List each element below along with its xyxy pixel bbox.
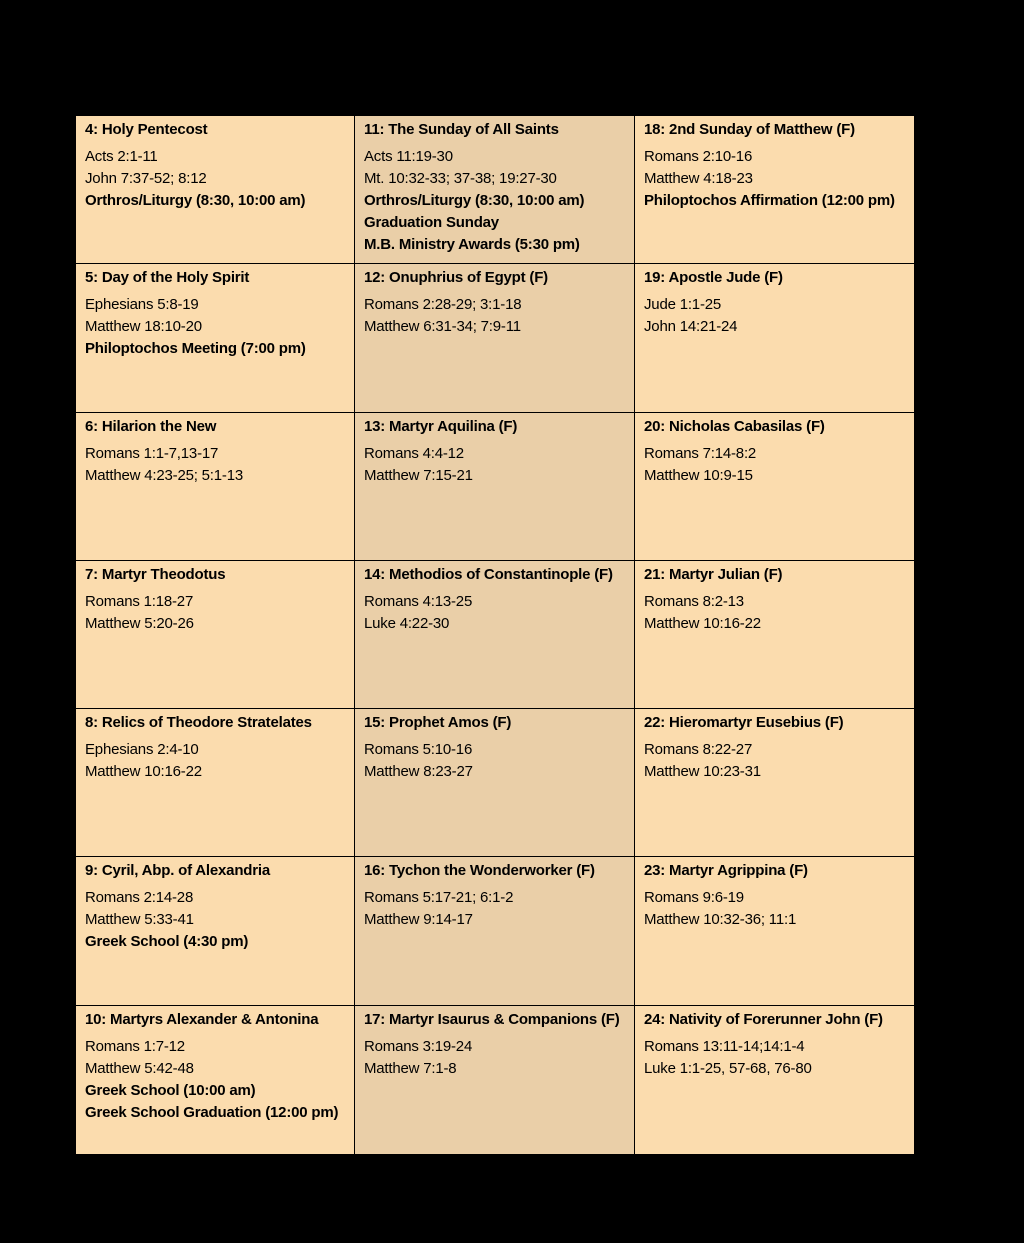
calendar-cell bbox=[355, 709, 635, 857]
cell-title: 18: 2nd Sunday of Matthew (F) bbox=[644, 121, 855, 138]
reading-line: Matthew 4:18-23 bbox=[644, 170, 753, 187]
calendar-cell bbox=[76, 413, 355, 561]
reading-line: Romans 1:7-12 bbox=[85, 1037, 185, 1055]
event-line: Philoptochos Meeting (7:00 pm) bbox=[85, 340, 306, 358]
event-line: Graduation Sunday bbox=[364, 214, 499, 231]
reading-line: Romans 4:4-12 bbox=[364, 444, 464, 462]
reading-line: Mt. 10:32-33; 37-38; 19:27-30 bbox=[364, 170, 557, 187]
cell-title: 9: Cyril, Abp. of Alexandria bbox=[85, 862, 270, 880]
event-line: Greek School (10:00 am) bbox=[85, 1081, 256, 1099]
reading-line: Acts 11:19-30 bbox=[364, 148, 453, 165]
event-line: Greek School Graduation (12:00 pm) bbox=[85, 1103, 339, 1121]
calendar-cell bbox=[355, 116, 635, 264]
reading-line: Ephesians 2:4-10 bbox=[85, 741, 199, 759]
calendar-cell bbox=[635, 116, 914, 264]
reading-line: Matthew 7:1-8 bbox=[364, 1059, 457, 1077]
calendar-cell bbox=[355, 1006, 635, 1154]
cell-title: 23: Martyr Agrippina (F) bbox=[644, 862, 808, 880]
cell-title: 11: The Sunday of All Saints bbox=[364, 121, 559, 138]
reading-line: Romans 3:19-24 bbox=[364, 1037, 473, 1055]
reading-line: Romans 2:28-29; 3:1-18 bbox=[364, 296, 522, 314]
event-line: M.B. Ministry Awards (5:30 pm) bbox=[364, 236, 580, 253]
reading-line: Romans 1:1-7,13-17 bbox=[85, 444, 219, 462]
cell-title: 7: Martyr Theodotus bbox=[85, 565, 226, 583]
reading-line: Romans 2:14-28 bbox=[85, 889, 194, 907]
cell-title: 17: Martyr Isaurus & Companions (F) bbox=[364, 1010, 620, 1028]
reading-line: Romans 4:13-25 bbox=[364, 592, 473, 610]
reading-line: Jude 1:1-25 bbox=[644, 296, 722, 314]
cell-title: 4: Holy Pentecost bbox=[85, 121, 208, 138]
reading-line: Matthew 10:32-36; 11:1 bbox=[644, 911, 797, 929]
reading-line: Luke 4:22-30 bbox=[364, 614, 450, 632]
cell-title: 16: Tychon the Wonderworker (F) bbox=[364, 862, 595, 880]
reading-line: Luke 1:1-25, 57-68, 76-80 bbox=[644, 1059, 812, 1077]
calendar-cell bbox=[355, 264, 635, 412]
reading-line: Matthew 10:23-31 bbox=[644, 763, 761, 781]
calendar-cell bbox=[635, 264, 914, 412]
cell-title: 14: Methodios of Constantinople (F) bbox=[364, 565, 613, 583]
reading-line: Matthew 5:20-26 bbox=[85, 614, 194, 632]
cell-title: 13: Martyr Aquilina (F) bbox=[364, 417, 518, 435]
cell-title: 24: Nativity of Forerunner John (F) bbox=[644, 1010, 883, 1028]
reading-line: Romans 2:10-16 bbox=[644, 148, 753, 165]
event-line: Philoptochos Affirmation (12:00 pm) bbox=[644, 192, 895, 209]
reading-line: Matthew 7:15-21 bbox=[364, 466, 473, 484]
reading-line: Matthew 18:10-20 bbox=[85, 318, 202, 336]
reading-line: Matthew 10:16-22 bbox=[85, 763, 202, 781]
reading-line: Romans 1:18-27 bbox=[85, 592, 194, 610]
calendar-cell bbox=[355, 857, 635, 1005]
reading-line: Matthew 5:33-41 bbox=[85, 911, 194, 929]
cell-title: 12: Onuphrius of Egypt (F) bbox=[364, 269, 548, 287]
cell-title: 19: Apostle Jude (F) bbox=[644, 269, 783, 287]
reading-line: Romans 5:17-21; 6:1-2 bbox=[364, 889, 514, 907]
reading-line: Matthew 10:16-22 bbox=[644, 614, 761, 632]
calendar-cell bbox=[76, 709, 355, 857]
reading-line: Romans 13:11-14;14:1-4 bbox=[644, 1037, 805, 1055]
reading-line: Romans 5:10-16 bbox=[364, 741, 473, 759]
event-line: Orthros/Liturgy (8:30, 10:00 am) bbox=[85, 192, 306, 209]
cell-title: 8: Relics of Theodore Stratelates bbox=[85, 714, 312, 732]
event-line: Orthros/Liturgy (8:30, 10:00 am) bbox=[364, 192, 585, 209]
reading-line: John 7:37-52; 8:12 bbox=[85, 170, 207, 187]
calendar-cell bbox=[635, 413, 914, 561]
reading-line: Ephesians 5:8-19 bbox=[85, 296, 199, 314]
reading-line: Romans 8:22-27 bbox=[644, 741, 753, 759]
calendar-cell bbox=[76, 857, 355, 1005]
reading-line: Matthew 9:14-17 bbox=[364, 911, 473, 929]
cell-title: 20: Nicholas Cabasilas (F) bbox=[644, 417, 825, 435]
calendar-cell bbox=[635, 1006, 914, 1154]
reading-line: Matthew 4:23-25; 5:1-13 bbox=[85, 466, 243, 484]
reading-line: Acts 2:1-11 bbox=[85, 148, 158, 165]
cell-title: 22: Hieromartyr Eusebius (F) bbox=[644, 714, 844, 732]
reading-line: Romans 7:14-8:2 bbox=[644, 444, 757, 462]
reading-line: Romans 9:6-19 bbox=[644, 889, 744, 907]
cell-title: 6: Hilarion the New bbox=[85, 417, 217, 435]
reading-line: Matthew 10:9-15 bbox=[644, 466, 753, 484]
calendar-cell bbox=[76, 264, 355, 412]
calendar-cell bbox=[76, 561, 355, 709]
calendar-cell bbox=[635, 561, 914, 709]
cell-title: 21: Martyr Julian (F) bbox=[644, 565, 783, 583]
calendar-grid bbox=[75, 115, 913, 1155]
reading-line: Matthew 8:23-27 bbox=[364, 763, 473, 781]
cell-title: 10: Martyrs Alexander & Antonina bbox=[85, 1010, 319, 1028]
calendar-cell bbox=[76, 116, 355, 264]
calendar-cell bbox=[355, 413, 635, 561]
event-line: Greek School (4:30 pm) bbox=[85, 933, 249, 951]
cell-title: 5: Day of the Holy Spirit bbox=[85, 269, 250, 287]
reading-line: Matthew 6:31-34; 7:9-11 bbox=[364, 318, 521, 336]
reading-line: Matthew 5:42-48 bbox=[85, 1059, 194, 1077]
cell-title: 15: Prophet Amos (F) bbox=[364, 714, 512, 732]
calendar-cell bbox=[355, 561, 635, 709]
calendar-cell bbox=[76, 1006, 355, 1154]
calendar-cell bbox=[635, 709, 914, 857]
reading-line: John 14:21-24 bbox=[644, 318, 738, 336]
calendar-cell bbox=[635, 857, 914, 1005]
reading-line: Romans 8:2-13 bbox=[644, 592, 744, 610]
